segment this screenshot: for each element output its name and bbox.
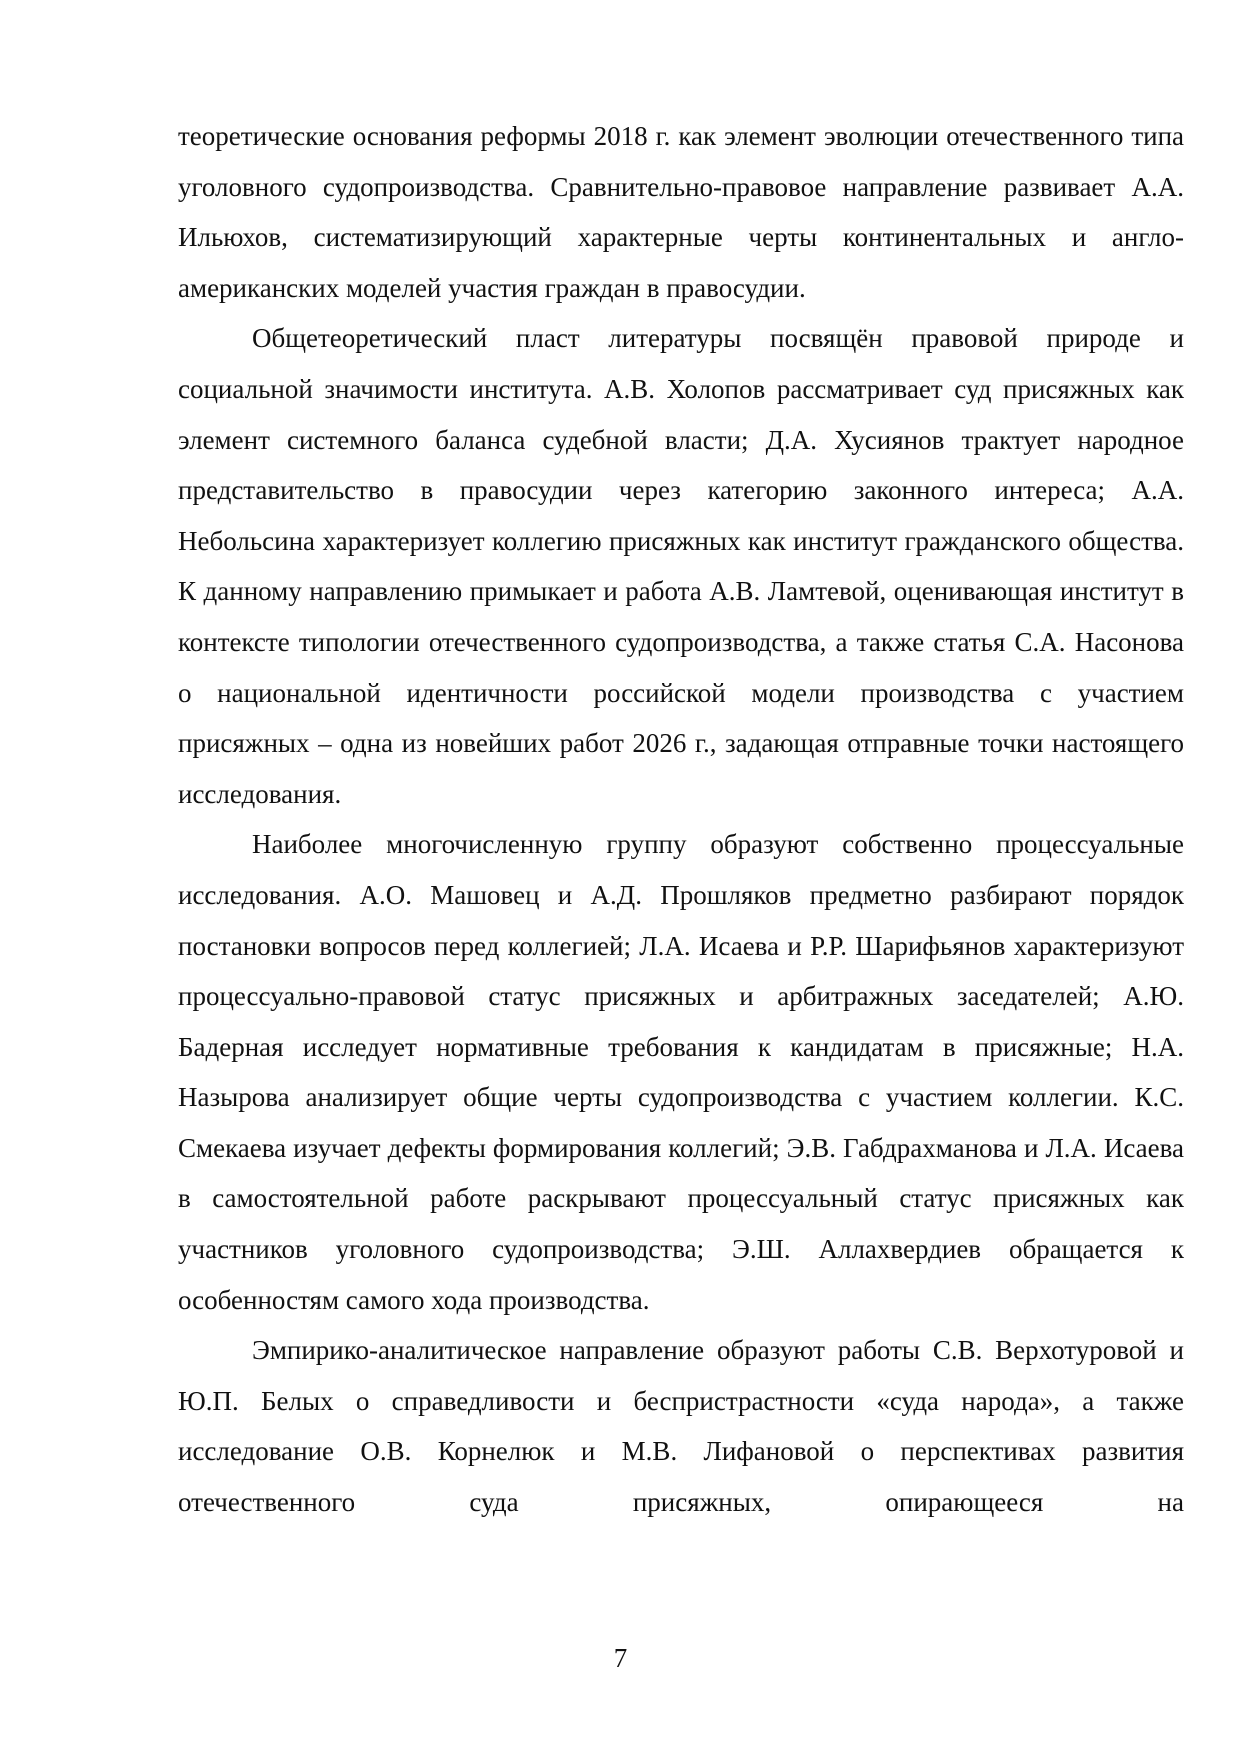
page-number: 7: [613, 1643, 628, 1673]
paragraph-empirical-analysis: Эмпирико-аналитическое направление образуют работы С.В. Верхотуровой и Ю.П. Белых о справедливости и беспристрастности «суда народа», а также исследование О.В. Корнелюк и М.В. Лифановой о перспективах развития отечественного суда присяжных, опирающееся на: [178, 1335, 1184, 1518]
paragraph-procedural-studies: Наиболее многочисленную группу образуют собственно процессуальные исследования. А.О. Машовец и А.Д. Прошляков предметно разбирают порядок постановки вопросов перед коллегией; Л.А. Исаева и Р.Р. Шарифьянов характеризуют процессуально-правовой статус присяжных и арбитражных заседателей; А.Ю. Бадерная исследует нормативные требования к кандидатам в присяжные; Н.А. Назырова анализирует общие черты судопроизводства с участием коллегии. К.С. Смекаева изучает дефекты формирования коллегий; Э.В. Габдрахманова и Л.А. Исаева в самостоятельной работе раскрывают процессуальный статус присяжных как участников уголовного судопроизводства; Э.Ш. Аллахвердиев обращается к особенностям самого хода производства.: [178, 829, 1184, 1315]
paragraph-general-theory: Общетеоретический пласт литературы посвящён правовой природе и социальной значимости института. А.В. Холопов рассматривает суд присяжных как элемент системного баланса судебной власти; Д.А. Хусиянов трактует народное представительство в правосудии через категорию законного интереса; А.А. Небольсина характеризует коллегию присяжных как институт гражданского общества. К данному направлению примыкает и работа А.В. Ламтевой, оценивающая институт в контексте типологии отечественного судопроизводства, а также статья С.А. Насонова о национальной идентичности российской модели производства с участием присяжных – одна из новейших работ 2026 г., задающая отправные точки настоящего исследования.: [178, 323, 1184, 809]
document-body: [178, 111, 1184, 1528]
paragraph-continuation: теоретические основания реформы 2018 г. как элемент эволюции отечественного типа уголовного судопроизводства. Сравнительно-правовое направление развивает А.А. Ильюхов, систематизирующий характерные черты континентальных и англо-американских моделей участия граждан в правосудии.: [178, 121, 1184, 303]
